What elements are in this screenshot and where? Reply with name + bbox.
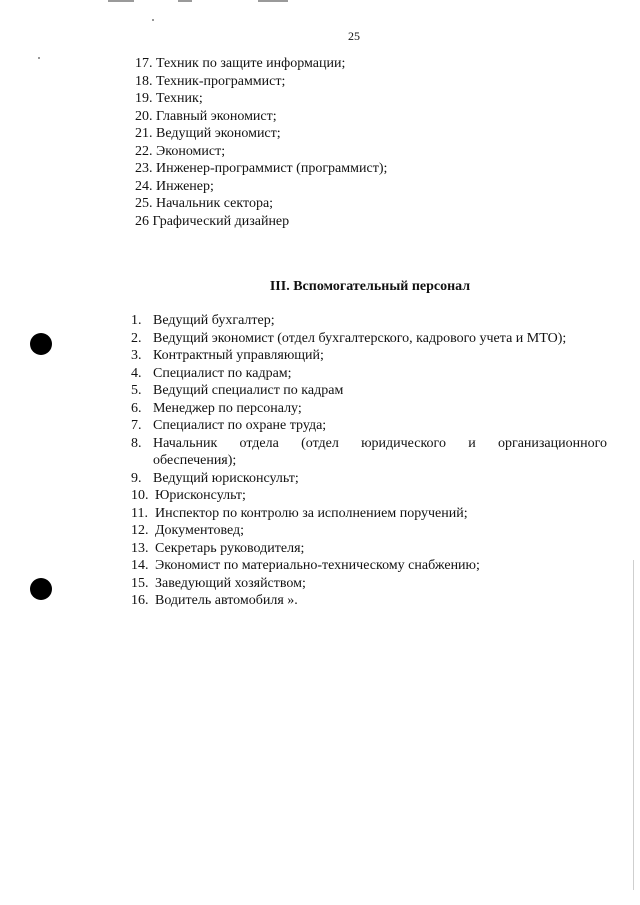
punch-hole — [30, 578, 52, 600]
list-item — [131, 312, 607, 330]
item-number: 15. — [131, 575, 149, 591]
item-text: Ведущий экономист (отдел бухгалтерского, кадрового учета и МТО); — [153, 330, 567, 346]
list-item — [131, 505, 607, 523]
item-text: Юрисконсульт; — [155, 488, 246, 503]
list-item — [131, 347, 607, 365]
item-number: 13. — [131, 540, 149, 556]
list-item: 26 Графический дизайнер — [135, 213, 290, 229]
list-item — [131, 487, 607, 505]
item-number: 1. — [131, 313, 142, 328]
list-item: 21. Ведущий экономист; — [135, 126, 281, 141]
item-text: Экономист по материально-техническому снабжению; — [155, 558, 480, 573]
item-number: 6. — [131, 400, 142, 416]
scan-artifact — [152, 19, 154, 21]
item-number: 7. — [131, 418, 142, 433]
list-item — [131, 522, 607, 540]
item-number: 10. — [131, 488, 149, 503]
list-item: 20. Главный экономист; — [135, 108, 277, 124]
item-number: 3. — [131, 348, 142, 363]
section-heading: III. Вспомогательный персонал — [269, 279, 471, 294]
list-item — [131, 417, 607, 435]
list-item — [131, 470, 607, 488]
list-item — [131, 400, 607, 418]
scan-artifact — [38, 57, 40, 59]
page-number: 25 — [348, 29, 360, 43]
list-item: 24. Инженер; — [135, 178, 214, 194]
item-number: 14. — [131, 558, 149, 573]
item-text: Ведущий бухгалтер; — [153, 313, 275, 328]
scan-edge — [633, 560, 634, 890]
list-item — [131, 575, 607, 593]
punch-hole — [30, 333, 52, 355]
list-item: 17. Техник по защите информации; — [135, 56, 346, 71]
list-item: 19. Техник; — [135, 91, 203, 106]
list-item — [131, 330, 607, 348]
list-item — [131, 365, 607, 383]
item-text: Специалист по кадрам; — [153, 365, 292, 381]
item-text: Секретарь руководителя; — [155, 540, 305, 556]
list-item: 18. Техник-программист; — [135, 73, 286, 89]
list-item — [131, 592, 607, 610]
item-text: Менеджер по персоналу; — [153, 400, 302, 416]
item-number: 2. — [131, 330, 142, 346]
item-text: Ведущий специалист по кадрам — [153, 383, 344, 398]
list-item — [131, 557, 607, 575]
item-text: Документовед; — [155, 523, 245, 538]
item-text: Ведущий юрисконсульт; — [153, 470, 299, 486]
list-item — [131, 540, 607, 558]
staff-list-continued — [135, 55, 387, 230]
item-text: Инспектор по контролю за исполнением поручений; — [155, 505, 468, 521]
auxiliary-staff-list — [131, 312, 607, 610]
item-number: 11. — [131, 505, 148, 521]
list-item: 22. Экономист; — [135, 143, 226, 159]
item-number: 16. — [131, 593, 149, 608]
list-item: 23. Инженер-программист (программист); — [135, 161, 388, 176]
item-number: 5. — [131, 383, 142, 398]
item-text: Начальник отдела (отдел юридического и организационного — [153, 435, 607, 451]
item-text: Контрактный управляющий; — [153, 348, 324, 363]
item-number: 9. — [131, 470, 142, 486]
list-item — [131, 382, 607, 400]
item-text: Специалист по охране труда; — [153, 418, 327, 433]
item-number: 12. — [131, 523, 149, 538]
item-text: Водитель автомобиля ». — [155, 593, 298, 608]
item-text-continuation: обеспечения); — [153, 453, 237, 468]
list-item: 25. Начальник сектора; — [135, 196, 274, 211]
item-number: 8. — [131, 435, 142, 451]
item-number: 4. — [131, 365, 142, 381]
list-item — [131, 435, 607, 470]
item-text: Заведующий хозяйством; — [155, 575, 306, 591]
